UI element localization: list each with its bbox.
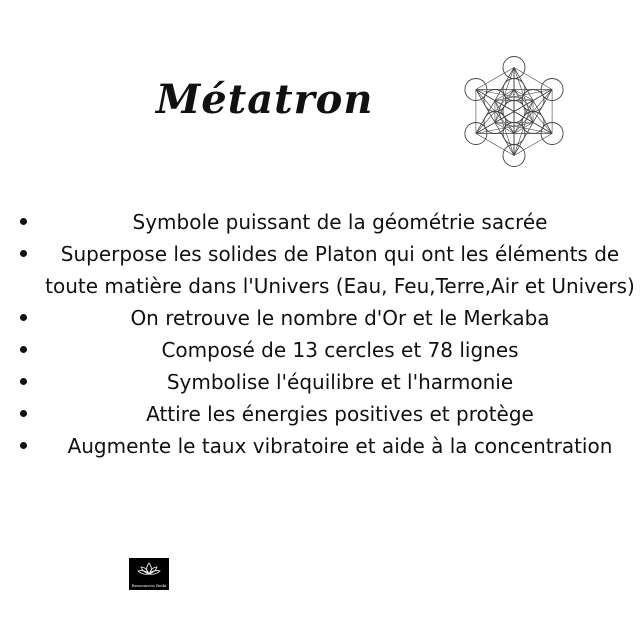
list-item: Symbole puissant de la géométrie sacrée [0, 206, 640, 238]
bullet-dot [20, 442, 27, 449]
list-item: Composé de 13 cercles et 78 lignes [0, 334, 640, 366]
list-item: On retrouve le nombre d'Or et le Merkaba [0, 302, 640, 334]
bullet-dot [20, 346, 27, 353]
bullet-list [0, 206, 640, 462]
lotus-icon [137, 561, 161, 577]
bullet-dot [20, 378, 27, 385]
list-item: Symbolise l'équilibre et l'harmonie [0, 366, 640, 398]
page-title: Métatron [156, 76, 374, 123]
list-item: Augmente le taux vibratoire et aide à la concentration [0, 430, 640, 462]
bullet-dot [20, 410, 27, 417]
brand-logo [129, 558, 169, 590]
list-item: Superpose les solides de Platon qui ont les éléments de toute matière dans l'Univers (Eau, Feu,Terre,Air et Univers) [0, 238, 640, 302]
bullet-dot [20, 314, 27, 321]
list-item: Attire les énergies positives et protège [0, 398, 640, 430]
bullet-dot [20, 250, 27, 257]
logo-brand-text: Ressources Reiki [131, 583, 167, 588]
metatron-cube-icon [444, 44, 584, 179]
bullet-dot [20, 218, 27, 225]
